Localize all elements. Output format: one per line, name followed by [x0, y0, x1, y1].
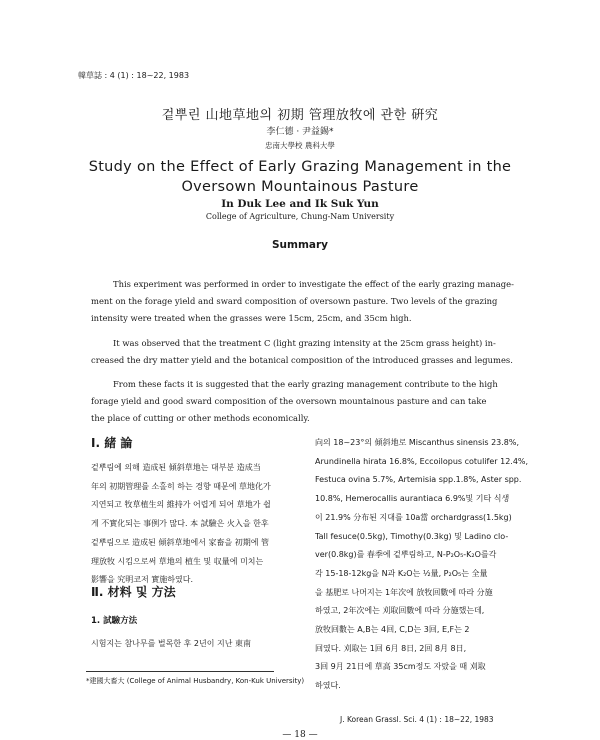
section-2-subheading: 1. 試驗方法 — [91, 616, 138, 626]
right-column-line: 3回 9月 21日에 草高 35cm정도 자랐을 때 刈取 — [315, 662, 486, 672]
korean-title: 겉뿌린 山地草地의 初期 管理放牧에 관한 硏究 — [161, 108, 439, 123]
section-1-line: 겉뿌림으로 造成된 傾斜草地에서 家畜을 初期에 管 — [91, 537, 269, 547]
english-authors: In Duk Lee and Ik Suk Yun — [221, 198, 379, 210]
summary-p1-line: intensity were treated when the grasses were 15cm, 25cm, and 35cm high. — [91, 313, 412, 323]
right-column-line: 向의 18~23°의 傾斜地로 Miscanthus sinensis 23.8%, — [315, 438, 520, 447]
right-column-line: Festuca ovina 5.7%, Artemisia spp.1.8%, Aster spp. — [315, 475, 522, 485]
footnote-divider — [86, 671, 274, 672]
right-column-line: ver(0.8kg)를 春季에 겉뿌림하고, N-P₂O₅-K₂O를각 — [315, 550, 497, 560]
section-1-body — [91, 459, 291, 590]
section-1-line: 지연되고 牧草植生의 維持가 어렵게 되어 草地가 쉽 — [91, 500, 271, 510]
journal-reference-header: 韓草誌 : 4 (1) : 18~22, 1983 — [78, 71, 190, 80]
right-column-line: 하였다. — [315, 681, 341, 691]
section-1-line: 影響을 究明코저 實施하였다. — [91, 575, 193, 585]
korean-authors: 李仁德 · 尹益錫* — [266, 127, 334, 137]
english-title-line-1: Study on the Effect of Early Grazing Management in the — [88, 159, 512, 175]
korean-affiliation: 忠南大學校 農科大學 — [265, 141, 335, 150]
summary-p3-line: the place of cutting or other methods economically. — [91, 413, 310, 423]
right-column-body — [315, 434, 529, 696]
summary-paragraph-3 — [91, 376, 509, 427]
right-column-line: 10.8%, Hemerocallis aurantiaca 6.9%및 기타 식생 — [315, 494, 510, 504]
footnote: *建國大畜大 (College of Animal Husbandry, Kon-Kuk University) — [86, 677, 305, 685]
section-1-line: 게 不實化되는 事例가 많다. 本 試驗은 火入을 한후 — [91, 519, 269, 529]
right-column-line: 하였고, 2年次에는 刈取回數에 따라 分施했는데, — [315, 606, 485, 616]
english-title-line-2: Oversown Mountainous Pasture — [181, 179, 419, 195]
page-number: — 18 — — [282, 730, 318, 740]
summary-p1-line: This experiment was performed in order to investigate the effect of the early grazing manage- — [113, 279, 514, 289]
section-1-line: 理放牧 시킴으로써 草地의 植生 및 収量에 미치는 — [91, 556, 264, 566]
summary-p2-line: creased the dry matter yield and the botanical composition of the introduced grasses and legumes. — [91, 355, 513, 365]
right-column-line: Arundinella hirata 16.8%, Eccoilopus cotulifer 12.4%, — [315, 456, 529, 466]
section-2-heading: Ⅱ. 材料 및 方法 — [91, 585, 176, 599]
journal-footer-reference: J. Korean Grassl. Sci. 4 (1) : 18~22, 1983 — [340, 715, 494, 724]
summary-paragraph-2 — [91, 335, 513, 369]
section-1-line: 겉뿌림에 의해 造成된 傾斜草地는 대부분 造成当 — [91, 463, 261, 472]
summary-p2-line: It was observed that the treatment C (light grazing intensity at the 25cm grass height) in- — [113, 338, 496, 348]
right-column-line: Tall fesuce(0.5kg), Timothy(0.3kg) 및 Ladino clo- — [315, 531, 509, 541]
summary-heading: Summary — [271, 239, 329, 251]
summary-paragraph-1 — [91, 276, 514, 327]
summary-p3-line: From these facts it is suggested that the early grazing management contribute to the high — [113, 379, 498, 389]
summary-p1-line: ment on the forage yield and sward composition of oversown pasture. Two levels of the grazing — [91, 296, 498, 306]
right-column-line: 放牧回數는 A,B는 4回, C,D는 3回, E,F는 2 — [315, 625, 470, 635]
right-column-line: 을 基肥로 나머지는 1年次에 放牧回數에 따라 分施 — [315, 587, 493, 597]
section-1-line: 年의 初期管理를 소홀히 하는 경향 때문에 草地化가 — [91, 481, 271, 491]
english-affiliation: College of Agriculture, Chung-Nam University — [205, 212, 395, 221]
section-1-heading: Ⅰ. 緒 論 — [91, 436, 133, 450]
summary-p3-line: forage yield and good sward composition of the oversown mountainous pasture and can take — [91, 396, 487, 406]
right-column-line: 각 15-18-12kg을 N과 K₂O는 ½量, P₂O₅는 全量 — [315, 568, 488, 578]
section-2-body — [91, 635, 291, 654]
section-2-line: 시험지는 참나무를 벌목한 후 2년이 지난 東南 — [91, 639, 251, 648]
right-column-line: 이 21.9% 分布된 지대를 10a當 orchardgrass(1.5kg) — [315, 512, 512, 522]
right-column-line: 回였다. 刈取는 1回 6月 8日, 2回 8月 8日, — [315, 643, 467, 653]
